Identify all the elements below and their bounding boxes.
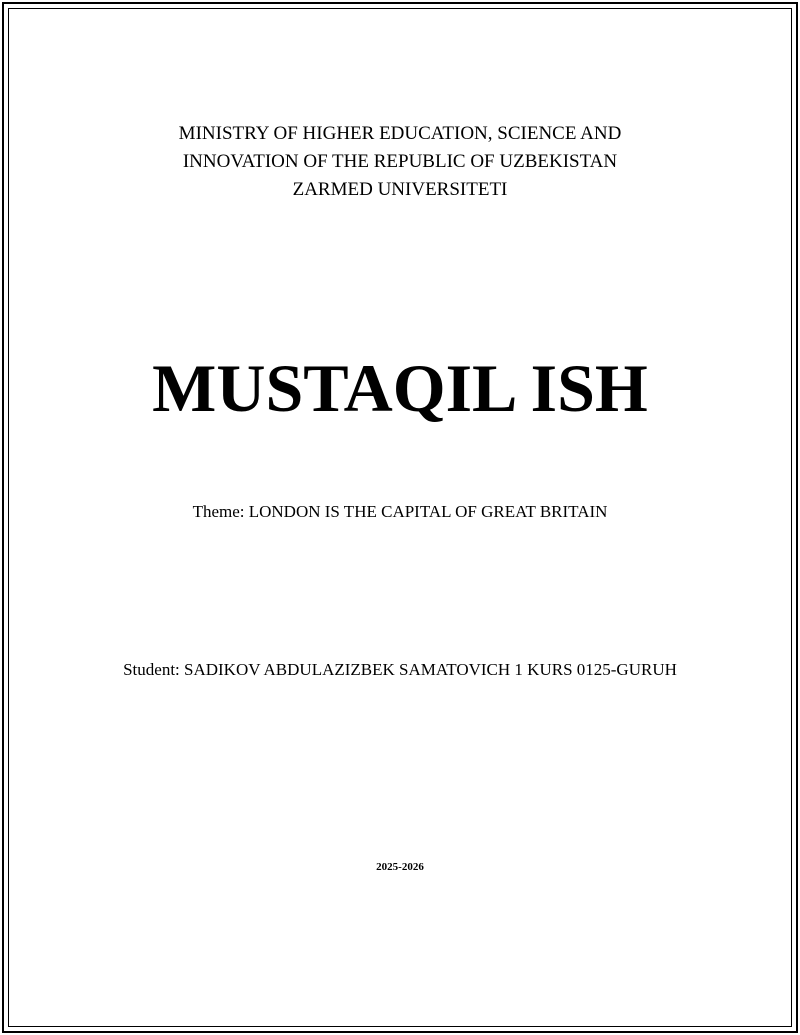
theme-line: Theme: LONDON IS THE CAPITAL OF GREAT BRITAIN — [192, 502, 608, 521]
ministry-line-1: MINISTRY OF HIGHER EDUCATION, SCIENCE AND — [178, 123, 622, 144]
student-line: Student: SADIKOV ABDULAZIZBEK SAMATOVICH 1 KURS 0125-GURUH — [123, 660, 677, 679]
academic-years: 2025-2026 — [376, 861, 424, 873]
ministry-line-2: INNOVATION OF THE REPUBLIC OF UZBEKISTAN — [182, 151, 618, 172]
document-title: MUSTAQIL ISH — [152, 350, 648, 426]
university-name: ZARMED UNIVERSITETI — [292, 179, 508, 200]
ministry-header — [100, 120, 700, 204]
